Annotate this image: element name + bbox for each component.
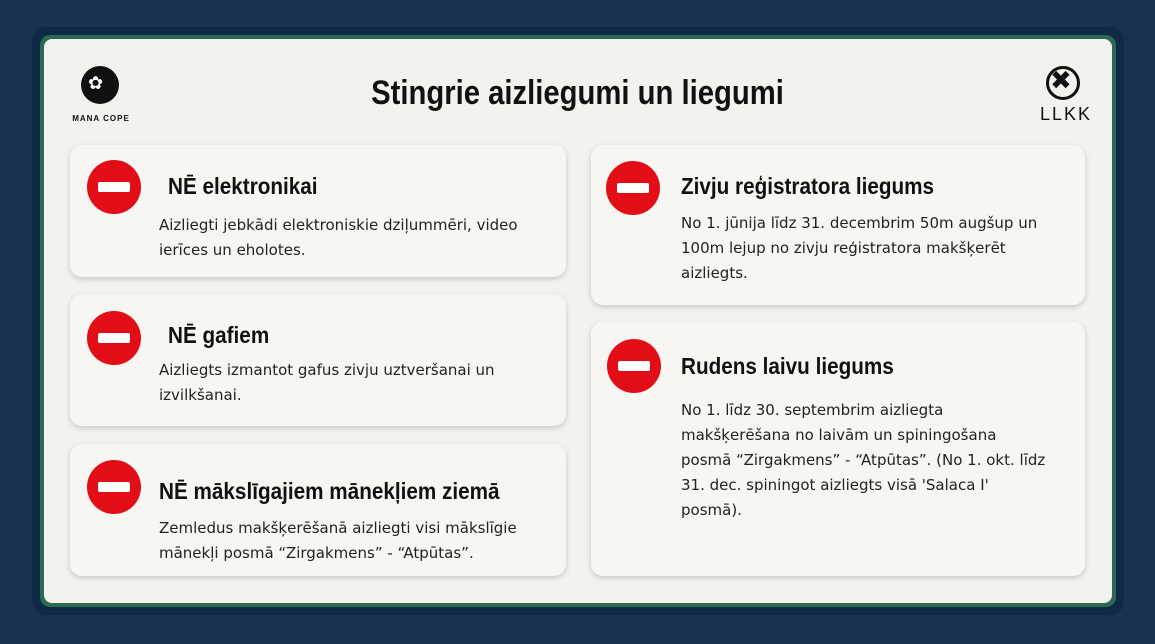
card-no-electronics	[70, 145, 566, 277]
card-no-gaffs	[70, 294, 566, 426]
prohibition-icon	[87, 160, 141, 214]
page-title: Stingrie aizliegumi un liegumi	[371, 74, 784, 112]
card-text: Aizliegti jebkādi elektroniskie dziļummēri, video ierīces un eholotes.	[159, 216, 518, 259]
prohibition-icon	[87, 311, 141, 365]
card-title: NĒ elektronikai	[168, 173, 318, 199]
card-text: Zemledus makšķerēšanā aizliegti visi mākslīgie mānekļi posmā “Zirgakmens” - “Atpūtas”.	[159, 519, 517, 562]
card-title: NĒ gafiem	[168, 322, 270, 348]
card-title: Zivju reģistratora liegums	[681, 173, 935, 199]
mana-cope-logo-text: MANA COPE	[72, 114, 130, 123]
card-title: NĒ mākslīgajiem mānekļiem ziemā	[159, 478, 500, 504]
card-no-artificial-lures	[70, 444, 566, 576]
card-title: Rudens laivu liegums	[681, 353, 894, 379]
card-text: No 1. līdz 30. septembrim aizliegta makšķerēšana no laivām un spiningošana posmā “Zirgakmens” - “Atpūtas”. (No 1. okt. līdz 31. dec. spiningot aizliegts visā 'Salaca I' posmā).	[681, 401, 1046, 519]
card-fish-counter-ban	[591, 145, 1085, 305]
card-autumn-boat-ban	[591, 322, 1085, 576]
fish-icon: ✿	[88, 73, 104, 94]
prohibition-icon	[607, 339, 661, 393]
llkk-logo-text: LLKK	[1040, 104, 1093, 124]
card-text: Aizliegts izmantot gafus zivju uztveršanai un izvilkšanai.	[159, 361, 495, 404]
prohibition-icon	[87, 460, 141, 514]
card-text: No 1. jūnija līdz 31. decembrim 50m augšup un 100m lejup no zivju reģistratora makšķerēt aizliegts.	[681, 214, 1038, 282]
llkk-logo	[1040, 66, 1096, 126]
crossed-lines-icon: ✖	[1050, 66, 1072, 96]
prohibition-icon	[606, 161, 660, 215]
